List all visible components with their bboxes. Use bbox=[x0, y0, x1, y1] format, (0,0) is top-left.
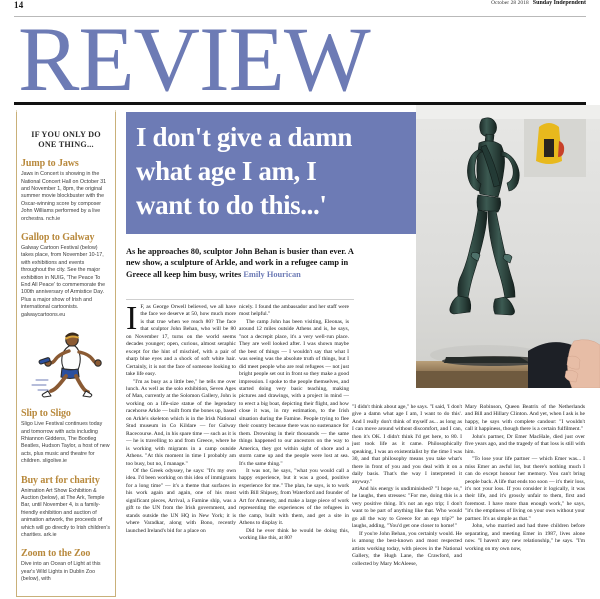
publication-name: Sunday Independent bbox=[532, 0, 586, 6]
article-byline: Emily Hourican bbox=[243, 269, 301, 279]
standfirst-divider-rule bbox=[126, 299, 354, 300]
masthead-divider-rule bbox=[14, 16, 586, 17]
article-standfirst bbox=[126, 246, 354, 280]
standfirst-text: As he approaches 80, sculptor John Behan is busier than ever. A new show, a sculpture of Arkle, and work in a refugee camp in Greece all keep him busy, writes bbox=[126, 247, 354, 279]
masthead bbox=[0, 0, 600, 20]
sidebar-item-heading: Slip to Sligo bbox=[21, 408, 71, 420]
sculpture-photo-graphic bbox=[416, 105, 600, 388]
article-column-1 bbox=[126, 304, 236, 599]
article-paragraph: The camp John has been visiting, Eleonas, is around 12 miles outside Athens and is, he says, "not a decrepit place, it's a very well-run place. They are well looked after. I was shown maybe the best of things — I wouldn't say that what I was seeing was the absolute truth of things, but I did meet people who are real refugees — not just bright people set out in front so they make a good impression. I spoke to the people themselves, and started doing very basic teaching, making pictures and drawings, with a project in mind — to erect a big boat, depicting their flight, and how close it was, in my estimation, to the Irish situation during the Famine. People trying to flee their country because there was no sustenance for them. Drowning in their thousands — the same things happened to our ancestors on the way to America, they got within sight of shore and a storm came up and the people were lost at sea. It's the same thing." bbox=[239, 318, 349, 467]
sidebar-item-body: Jaws in Concert is showing in the National Concert Hall on October 31 and November 1, 8pm, the original summer movie blockbuster with the Oscar-winning score by composer John Williams performed by a live orchestra. nch.ie bbox=[21, 171, 107, 222]
article-headline bbox=[126, 112, 416, 234]
article-paragraph: If you're John Behan, you certainly would. He is among the best-known and most respected artists working today, with pieces in the National Gallery, the Hugh Lane, the Crawford, and collected by Mary McAleese, bbox=[352, 530, 462, 567]
sidebar-item-jump-to-jaws[interactable] bbox=[21, 158, 111, 223]
sidebar-item-body: Dive into an Ocean of Light at this year's Wild Lights in Dublin Zoo (below), with bbox=[21, 561, 101, 583]
sidebar-kicker-heading: IF YOU ONLY DO ONE THING... bbox=[31, 130, 101, 149]
headline-line-3: want to do this...' bbox=[136, 190, 327, 220]
sidebar-item-heading: Gallop to Galway bbox=[21, 232, 95, 244]
masthead-right-group bbox=[491, 0, 586, 6]
sidebar-item-body: Galway Cartoon Festival (below) takes place, from November 10-17, with exhibitions and events throughout the city. See the major exhibition in NUIG, 'The Peace To End All Peace' to commemorate the 100th anniversary of Armistice Day. Plus a major show of Irish and international cartoonists. galwaycartoons.eu bbox=[21, 245, 106, 318]
sidebar-item-heading: Zoom to the Zoo bbox=[21, 548, 91, 560]
article-paragraph: Mary Robinson, Queen Beatrix of the Netherlands and Bill and Hillary Clinton. And yet, when I ask is he happy, he says with complete candour: "I wouldn't call it happiness, though there is a certain fulfilment." bbox=[465, 404, 585, 433]
article-paragraph: It was not, he says, "what you would call a happy experience, but it was a good, positive experience for me." The plan, he says, is to work with Bill Shipsey, from Waterford and founder of Art for Amnesty, and make a large piece of work representing the experiences of the refugees in the camp, built with them, and get a site in Athens to display it. bbox=[239, 467, 349, 527]
article-column-4 bbox=[465, 404, 585, 599]
sidebar-item-gallop-to-galway[interactable] bbox=[21, 232, 111, 319]
article-paragraph: "To lose your life partner — which Emer was... I miss Emer an awful lot, but there's nothing much I can do except honour her memory. You can't bring people back. A life that ends too soon — it's their loss, it's not your loss. If you consider it logically, it was their life, and it's grossly unfair to them, first and foremost. I have more than enough work," he says, "it's the emptiness of living on your own without your partner. It's as simple as that." bbox=[465, 456, 585, 522]
article-paragraph: Of the Greek odyssey, he says: "It's my own idea. I'd been working on this idea of immigrants for a long time" — it's a theme that surfaces in his work again and again, one of his most significant pieces, Arrival, a Famine ship, was a gift to the UN from the Irish government, and stands outside the UN HQ in New York; it is where Varadkar, along with Bono, recently launched Ireland's bid for a place on bbox=[126, 467, 236, 534]
sidebar-item-buy-art-for-charity[interactable] bbox=[21, 475, 111, 540]
drop-cap: I bbox=[126, 304, 138, 337]
article-paragraph: Did he ever think he would be doing this, working like this, at 80? bbox=[239, 527, 349, 542]
page-folio-number: 14 bbox=[14, 0, 24, 10]
article-paragraph: "I didn't think about age," he says. "I said, 'I don't give a damn what age I am, I want to do this'. And I really don't think of myself as... as long as I can move around without discomfort, and I can, then it's OK. I didn't think I'd get here, to 80. I just took life as it came. Philosophically speaking, I was an existentialist by the time I was 30, and that philosophy means you take what's there in front of you and you deal with it on a daily basis. That's the way I interpreted it anyway." bbox=[352, 404, 462, 485]
article-column-2 bbox=[239, 304, 349, 599]
sidebar-item-body: Animation Art Show Exhibition & Auction (below), at The Ark, Temple Bar, until November 4, is a family-friendly exhibition and auction of animation artwork, the proceeds of which will go directly to Irish children's charities. ark.ie bbox=[21, 487, 111, 538]
article-paragraph bbox=[126, 304, 236, 379]
bronze-sculpture-photo bbox=[416, 105, 600, 388]
article-column-3 bbox=[352, 404, 462, 599]
sidebar-item-heading: Buy art for charity bbox=[21, 474, 100, 486]
sidebar-item-slip-to-sligo[interactable] bbox=[21, 408, 111, 465]
article-paragraph: John's partner, Dr Emer MacHale, died just over five years ago, and the tragedy of that loss is still with him. bbox=[465, 433, 585, 455]
issue-date: October 28 2018 bbox=[491, 0, 529, 6]
sidebar-item-body: Sligo Live Festival continues today and tomorrow with acts including Rhiannon Giddens, The Bootleg Beatles, Hudson Taylor, a host of new acts, plus music and theatre for children. sligolive.ie bbox=[21, 421, 110, 465]
sidebar-if-you-only-do-one-thing bbox=[14, 110, 118, 599]
article-paragraph: "I'm as busy as a little bee," he tells me over lunch. As well as the solo exhibition, Seven Ages of Man, currently at the Solomon Gallery, John is working on a life-size statue of the legendary racehorse Arkle — built from the bones up, based on Arkle's skeleton which is in the Irish National Stud museum in Co Kildare — for Galway Racecourse. And, in his spare time — such as it is — he is travelling to and from Greece, where he is working with migrants in a camp outside Athens. "At this moment in time I probably am too busy, but no, I manage." bbox=[126, 378, 236, 467]
sidebar-item-heading: Jump to Jaws bbox=[21, 158, 79, 170]
paragraph-text: F, as George Orwell believed, we all have the face we deserve at 50, how much more is that true when we reach 80? The face that sculptor John Behan, who will be 80 on November 17, turns on the world seems decades younger; open, curious, almost seraphic except for the hint of mischief, with a pair of sharp blue eyes and a shock of soft white hair. Certainly, it is not the face of someone looking to take life easy. bbox=[126, 304, 236, 378]
sidebar-item-zoom-to-the-zoo[interactable] bbox=[21, 548, 111, 583]
headline-line-2: what age I am, I bbox=[136, 156, 317, 186]
article-paragraph: nicely. I found the ambassador and her staff were most helpful." bbox=[239, 304, 349, 318]
article-paragraph: And his energy is undiminished? "I hope so," he laughs, then stresses: "For me, doing this is a very positive thing. It's not an ego trip; I don't want to be part of anything like that. Who would go all the way to Greece for an ego trip?" he laughs, adding, "You'd get one closer to home!" bbox=[352, 485, 462, 530]
headline-line-1: I don't give a damn bbox=[136, 122, 352, 152]
section-wordmark-review: REVIEW bbox=[18, 18, 370, 100]
article-paragraph: John, who married and had three children before separating, and meeting Emer in 1987, lives alone now. "I haven't any new relationship," he says. "I'm working on my own now, bbox=[465, 523, 585, 552]
runner-cartoon-illustration bbox=[22, 328, 110, 402]
